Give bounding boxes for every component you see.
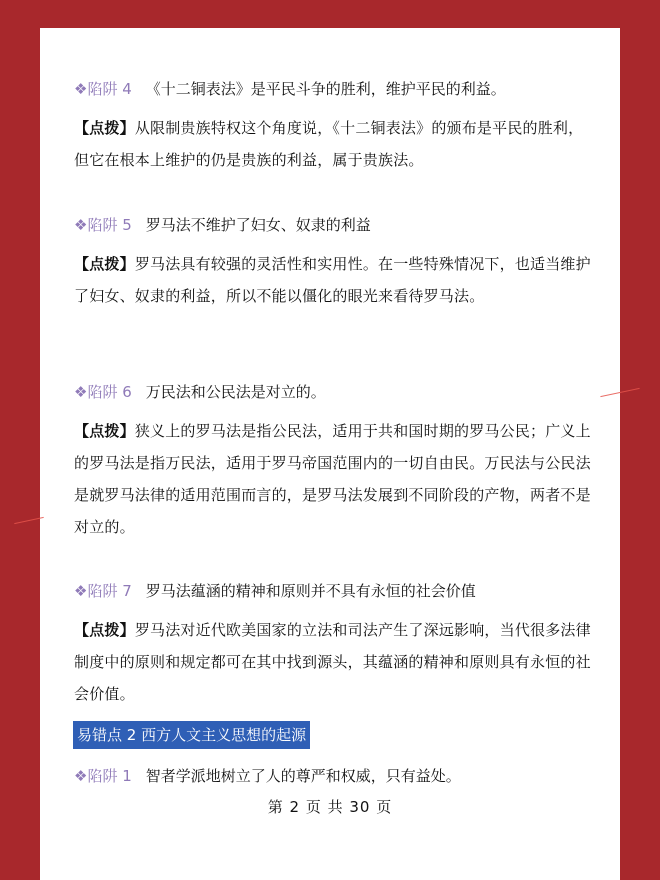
trap-tag: ❖陷阱 4 xyxy=(74,80,132,98)
page-number: 第 2 页 共 30 页 xyxy=(267,798,393,816)
tip-text: 罗马法对近代欧美国家的立法和司法产生了深远影响，当代很多法律制度中的原则和规定都可在其中找到源头，其蕴涵的精神和原则具有永恒的社会价值。 xyxy=(74,621,591,703)
tip-label: 【点拨】 xyxy=(74,621,135,639)
tip-paragraph xyxy=(74,614,594,710)
trap-heading xyxy=(74,210,594,240)
trap-tag: ❖陷阱 1 xyxy=(74,767,132,785)
tip-text: 罗马法具有较强的灵活性和实用性。在一些特殊情况下，也适当维护了妇女、奴隶的利益，所以不能以僵化的眼光来看待罗马法。 xyxy=(74,255,591,305)
tip-label: 【点拨】 xyxy=(74,119,135,137)
tip-paragraph xyxy=(74,415,594,543)
trap-text: 罗马法不维护了妇女、奴隶的利益 xyxy=(145,216,371,234)
tip-text: 狭义上的罗马法是指公民法，适用于共和国时期的罗马公民；广义上的罗马法是指万民法，适用于罗马帝国范围内的一切自由民。万民法与公民法是就罗马法律的适用范围而言的，是罗马法发展到不同阶段的产物，两者不是对立的。 xyxy=(74,422,591,536)
section-heading: 易错点 2 西方人文主义思想的起源 xyxy=(73,721,310,749)
tip-paragraph xyxy=(74,248,594,312)
trap-tag: ❖陷阱 6 xyxy=(74,383,132,401)
trap-heading xyxy=(74,74,594,104)
tip-paragraph xyxy=(74,112,594,176)
trap-text: 罗马法蕴涵的精神和原则并不具有永恒的社会价值 xyxy=(145,582,476,600)
tip-label: 【点拨】 xyxy=(74,255,135,273)
trap-text: 《十二铜表法》是平民斗争的胜利，维护平民的利益。 xyxy=(145,80,506,98)
trap-tag: ❖陷阱 7 xyxy=(74,582,132,600)
trap-tag: ❖陷阱 5 xyxy=(74,216,132,234)
trap-heading xyxy=(74,377,594,407)
trap-heading xyxy=(74,761,594,791)
trap-text: 智者学派地树立了人的尊严和权威，只有益处。 xyxy=(145,767,461,785)
tip-label: 【点拨】 xyxy=(74,422,135,440)
tip-text: 从限制贵族特权这个角度说，《十二铜表法》的颁布是平民的胜利，但它在根本上维护的仍是贵族的利益，属于贵族法。 xyxy=(74,119,584,169)
trap-text: 万民法和公民法是对立的。 xyxy=(145,383,326,401)
trap-heading xyxy=(74,576,594,606)
